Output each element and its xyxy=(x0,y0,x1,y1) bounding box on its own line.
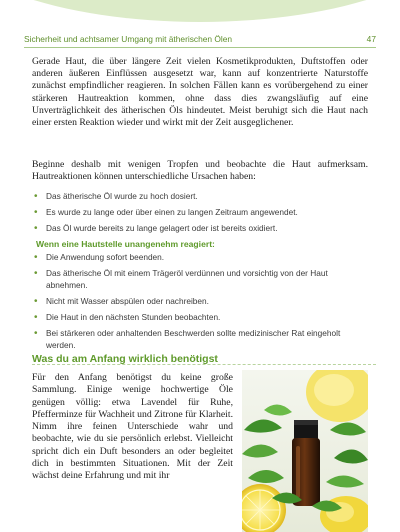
list-item: • Das Öl wurde bereits zu lange gelagert oder ist bereits oxidiert. xyxy=(36,223,368,235)
reaction-steps-list xyxy=(36,252,368,356)
list-item: • Es wurde zu lange oder über einen zu langen Zeitraum angewendet. xyxy=(36,207,368,219)
reaction-heading: Wenn eine Hautstelle unangenehm reagiert: xyxy=(36,239,215,249)
page-number: 47 xyxy=(366,34,376,44)
list-item: • Bei stärkeren oder anhaltenden Beschwerden sollte medizinischer Rat eingeholt werden. xyxy=(36,328,368,352)
essential-oil-bottle-icon xyxy=(242,370,368,532)
list-item: • Nicht mit Wasser abspülen oder nachreiben. xyxy=(36,296,368,308)
paragraph-start-slowly: Beginne deshalb mit wenigen Tropfen und beobachte die Haut aufmerksam. Hautreaktionen können unterschiedliche Ursachen haben: xyxy=(32,159,368,183)
section-rule xyxy=(32,364,376,365)
list-item: • Die Haut in den nächsten Stunden beobachten. xyxy=(36,312,368,324)
list-item: • Das ätherische Öl wurde zu hoch dosiert. xyxy=(36,191,368,203)
causes-list xyxy=(36,191,368,239)
running-title: Sicherheit und achtsamer Umgang mit ätherischen Ölen xyxy=(24,34,233,44)
list-item: • Das ätherische Öl mit einem Trägeröl verdünnen und vorsichtig von der Haut abnehmen. xyxy=(36,268,368,292)
section-title: Was du am Anfang wirklich benötigst xyxy=(32,353,218,365)
paragraph-skin-sensitivity: Gerade Haut, die über längere Zeit vielen Kosmetikprodukten, Duftstoffen oder anderen äußeren Einflüssen ausgesetzt war, kann auf konzentrierte Naturstoffe zunächst empfindlicher reagieren. In solchen Fällen kann es vorübergehend zu einer stärkeren Hautreaktion kommen, ohne dass dies zwangsläufig auf eine Unverträglichkeit des ätherischen Öls hindeutet. Meist beruhigt sich die Haut nach einer ersten Reaktion wieder und wirkt mit der Zeit ausgeglichener. xyxy=(32,56,368,129)
list-item: • Die Anwendung sofort beenden. xyxy=(36,252,368,264)
header-rule xyxy=(24,47,376,48)
paragraph-beginner-oils: Für den Anfang benötigst du keine große Sammlung. Einige wenige hochwertige Öle genügen völlig: etwa Lavendel für Ruhe, Pfefferminze für Wachheit und Zitrone für Klarheit. Nimm ihre feinen Unterschiede wahr und beobachte, wie du sie persönlich erlebst. Vielleicht spricht dich ein Duft besonders an oder begleitet dich in bestimmten Situationen. Mit der Zeit wächst deine Erfahrung und mit ihr xyxy=(32,372,233,482)
running-head xyxy=(24,34,376,44)
essential-oil-photo xyxy=(242,370,368,532)
header-band xyxy=(0,0,400,22)
